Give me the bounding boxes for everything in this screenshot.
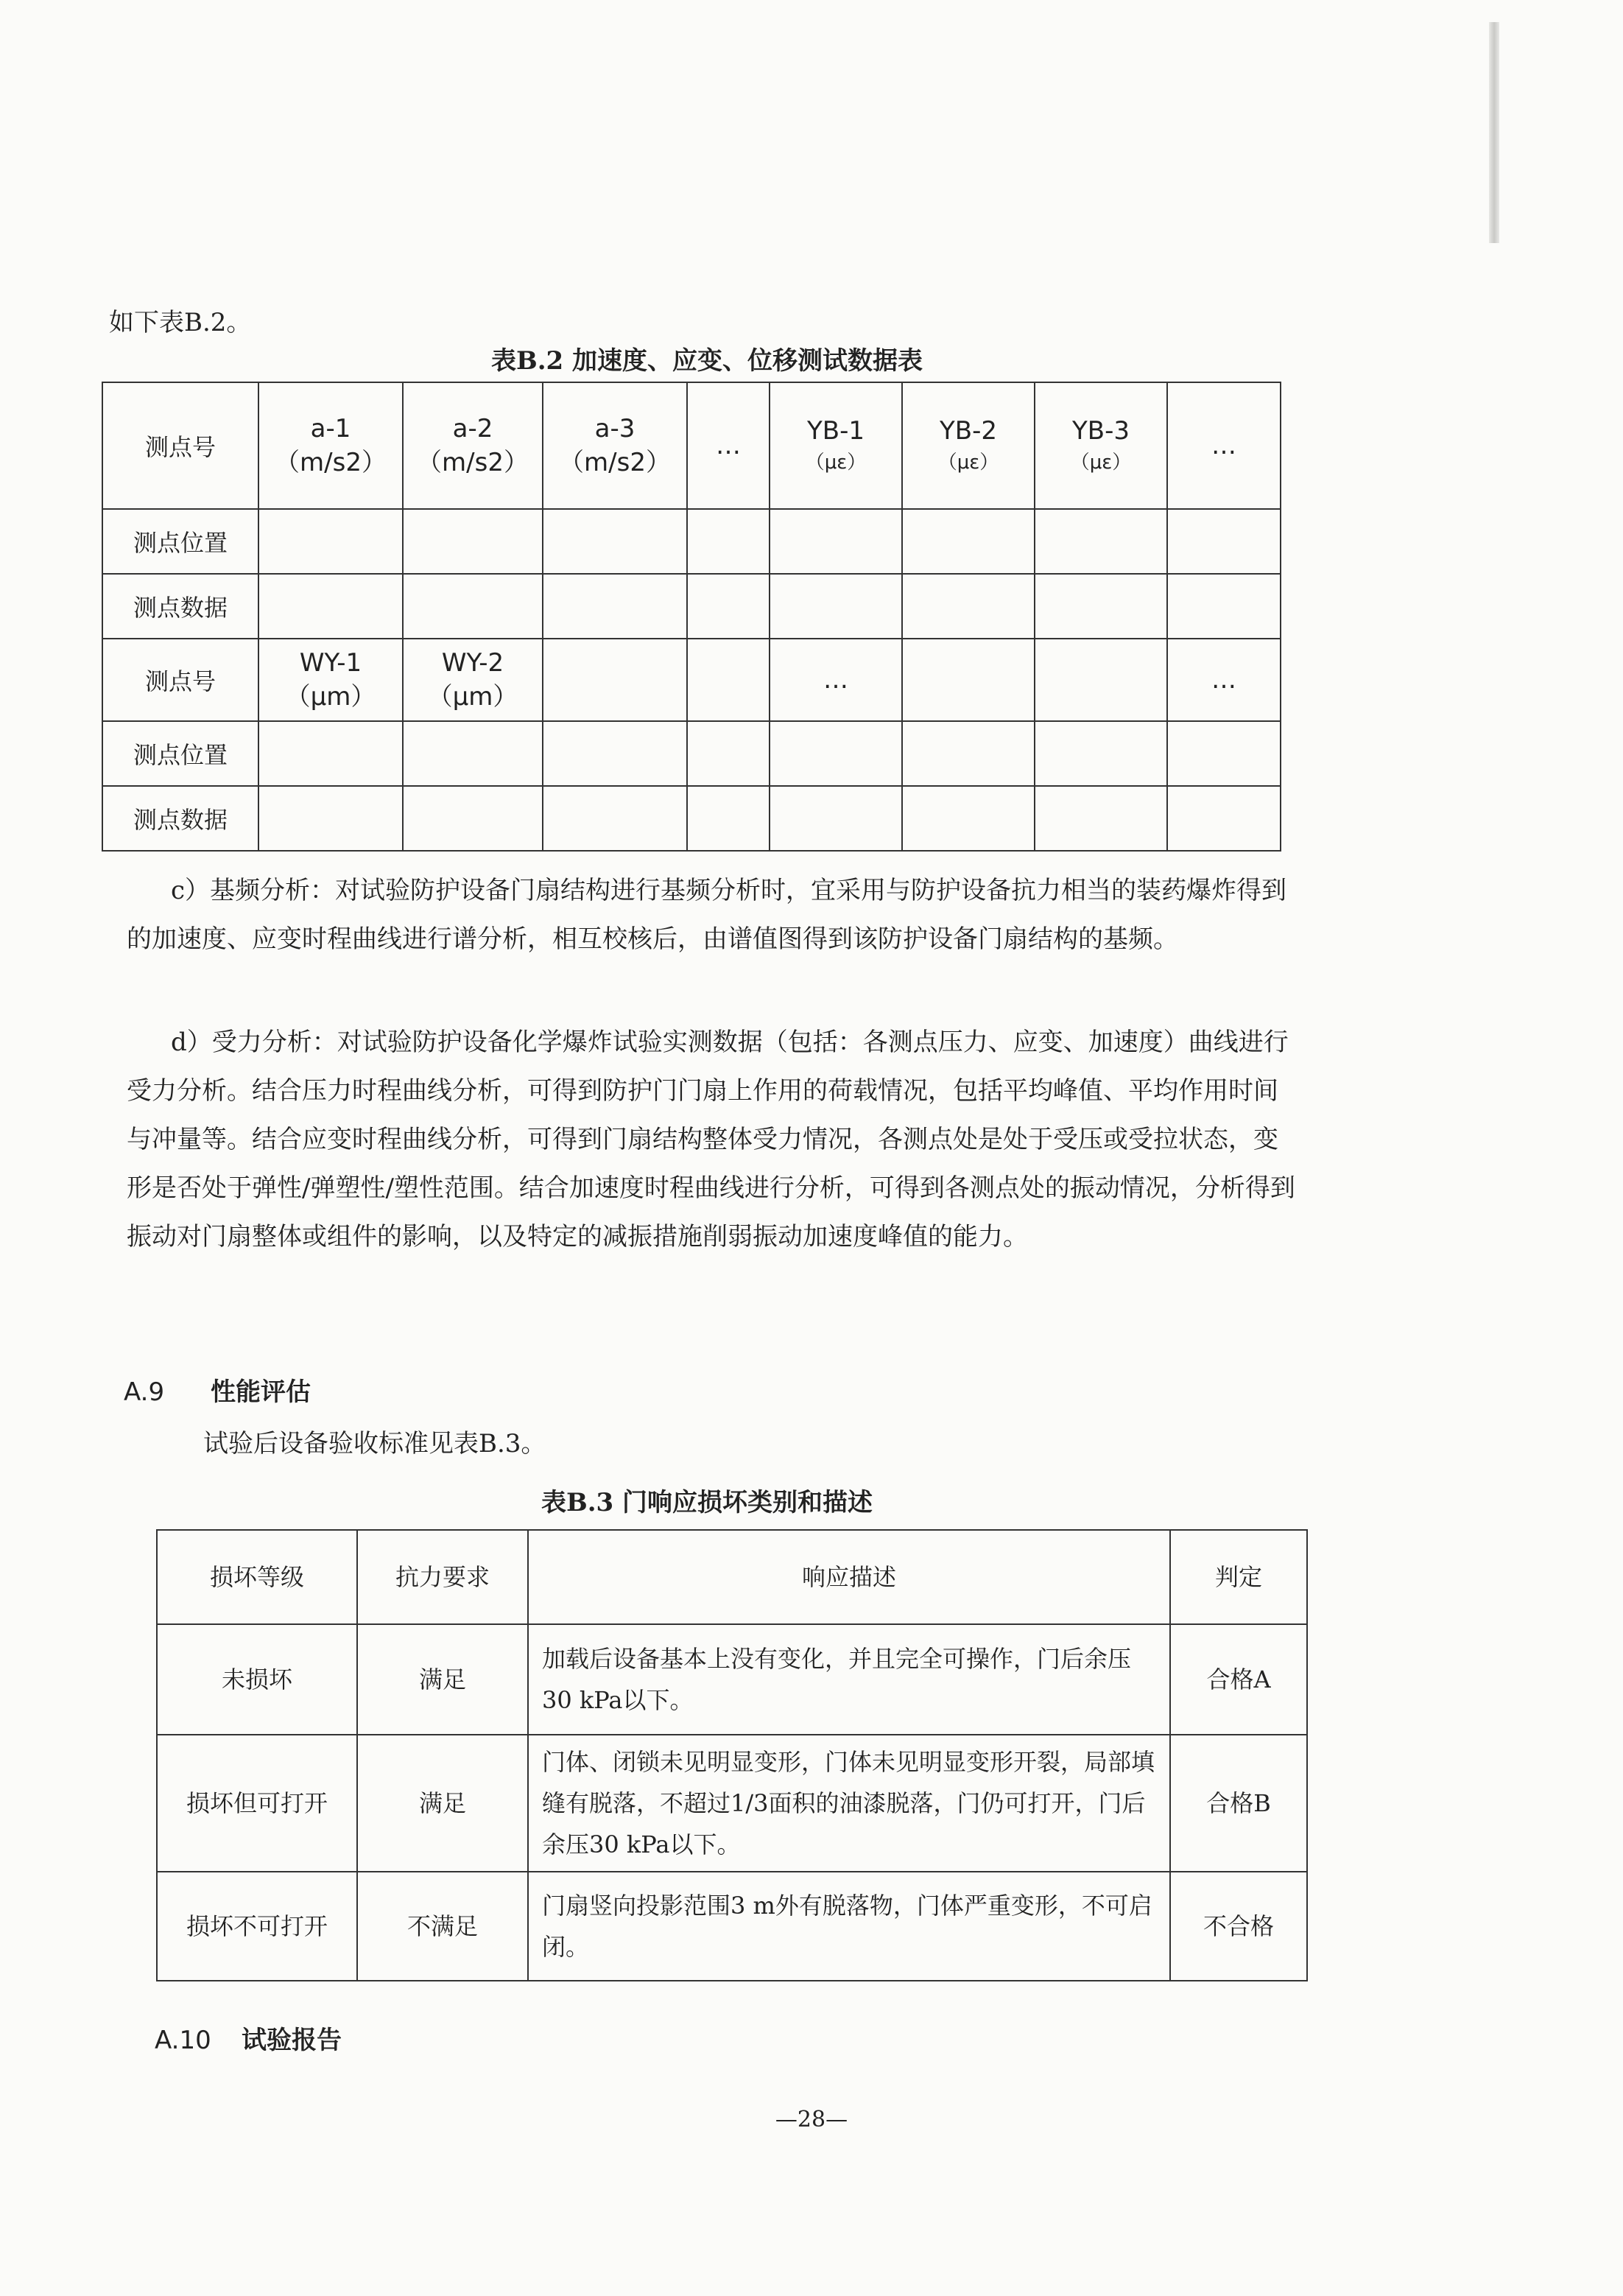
table-cell: 满足 (357, 1624, 528, 1735)
table-row (102, 509, 1281, 574)
table-row (102, 574, 1281, 639)
table-row (102, 382, 1281, 509)
table-cell: WY-2 （μm） (403, 639, 543, 721)
table-cell: 合格B (1170, 1735, 1307, 1872)
table-header-row (157, 1530, 1307, 1624)
table-row (102, 721, 1281, 786)
table-b2 (102, 382, 1281, 852)
row-header: 测点号 (102, 639, 258, 721)
table-cell: … (687, 382, 770, 509)
page-number: —28— (775, 2107, 848, 2132)
table-row (157, 1624, 1307, 1735)
table-cell: YB-3 （με） (1035, 382, 1167, 509)
table-cell: 不满足 (357, 1872, 528, 1981)
table-cell: 满足 (357, 1735, 528, 1872)
section-a10-heading: A.10 试验报告 (155, 2026, 342, 2055)
table-b3 (156, 1529, 1308, 1981)
a9-text: 试验后设备验收标准见表B.3。 (203, 1429, 546, 1458)
row-header: 测点数据 (102, 786, 258, 851)
row-header: 测点位置 (102, 721, 258, 786)
table-cell: a-3 （m/s2） (543, 382, 687, 509)
column-header: 响应描述 (528, 1530, 1170, 1624)
table-cell: … (1167, 382, 1281, 509)
table-b3-caption: 表B.3 门响应损坏类别和描述 (541, 1488, 873, 1517)
paragraph-c: c）基频分析：对试验防护设备门扇结构进行基频分析时，宜采用与防护设备抗力相当的装药爆炸得到的加速度、应变时程曲线进行谱分析，相互校核后，由谱值图得到该防护设备门扇结构的基频。 (127, 876, 1287, 954)
table-cell: 不合格 (1170, 1872, 1307, 1981)
paragraph-d: d）受力分析：对试验防护设备化学爆炸试验实测数据（包括：各测点压力、应变、加速度）曲线进行受力分析。结合压力时程曲线分析，可得到防护门门扇上作用的荷载情况，包括平均峰值、平均作用时间与冲量等。结合应变时程曲线分析，可得到门扇结构整体受力情况，各测点处是处于受压或受拉状态，变形是否处于弹性/弹塑性/塑性范围。结合加速度时程曲线进行分析，可得到各测点处的振动情况，分析得到振动对门扇整体或组件的影响，以及特定的减振措施削弱振动加速度峰值的能力。 (127, 1028, 1295, 1251)
column-header: 抗力要求 (357, 1530, 528, 1624)
table-cell: YB-2 （με） (902, 382, 1035, 509)
table-row (157, 1735, 1307, 1872)
section-a9-heading: A.9 性能评估 (124, 1377, 311, 1407)
table-cell: … (770, 639, 902, 721)
table-cell: 合格A (1170, 1624, 1307, 1735)
table-cell: YB-1 （με） (770, 382, 902, 509)
table-cell: 未损坏 (157, 1624, 357, 1735)
row-header: 测点位置 (102, 509, 258, 574)
intro-text: 如下表B.2。 (109, 308, 252, 337)
table-cell: a-2 （m/s2） (403, 382, 543, 509)
table-cell: a-1 （m/s2） (258, 382, 403, 509)
table-row (102, 639, 1281, 721)
row-header: 测点数据 (102, 574, 258, 639)
table-cell: 加载后设备基本上没有变化，并且完全可操作，门后余压30 kPa以下。 (528, 1624, 1170, 1735)
table-cell: 门扇竖向投影范围3 m外有脱落物，门体严重变形，不可启闭。 (528, 1872, 1170, 1981)
column-header: 损坏等级 (157, 1530, 357, 1624)
table-row (102, 786, 1281, 851)
table-cell: 损坏但可打开 (157, 1735, 357, 1872)
table-cell: WY-1 （μm） (258, 639, 403, 721)
row-header: 测点号 (102, 382, 258, 509)
table-cell: 门体、闭锁未见明显变形，门体未见明显变形开裂，局部填缝有脱落，不超过1/3面积的油漆脱落，门仍可打开，门后余压30 kPa以下。 (528, 1735, 1170, 1872)
table-cell: … (1167, 639, 1281, 721)
table-cell: 损坏不可打开 (157, 1872, 357, 1981)
table-b2-caption: 表B.2 加速度、应变、位移测试数据表 (490, 346, 923, 376)
column-header: 判定 (1170, 1530, 1307, 1624)
table-row (157, 1872, 1307, 1981)
